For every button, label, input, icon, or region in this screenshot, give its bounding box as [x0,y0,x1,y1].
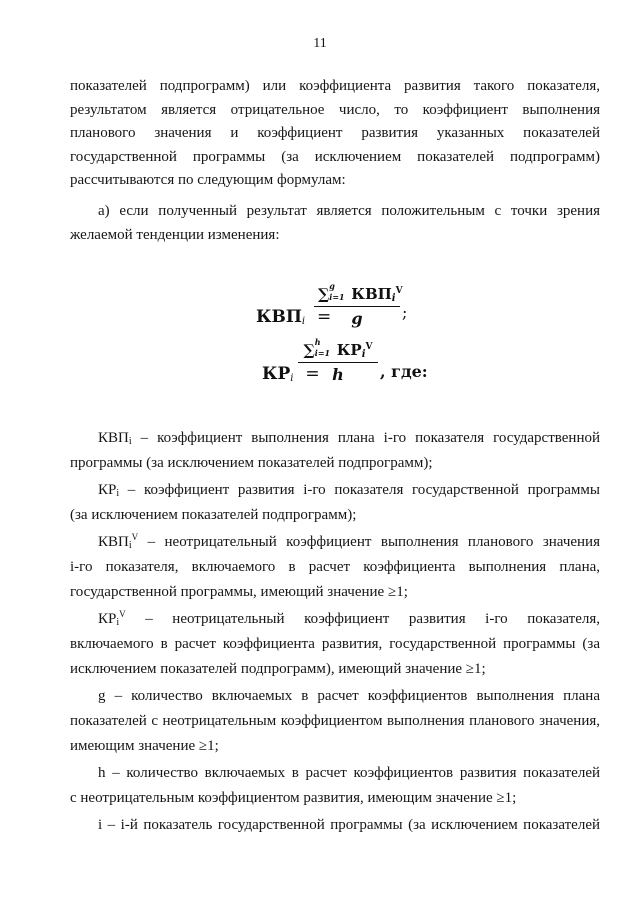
definition-term: i [98,817,103,833]
formula-kr-numerator: ∑ h i=1 $КР_i^V$ [303,337,373,360]
fraction-bar [314,306,400,307]
intro-line: планового значения и коэффициент развития указанных показателей [70,125,600,141]
definitions-list [70,426,600,840]
formula-kvp-numerator: ∑ g i=1 $КВП_i^V$ [318,281,403,304]
formula-kvp-fraction [314,281,403,328]
formula-kr-lhs: $КР_i$ = [262,364,320,384]
definition-text: (за исключением показателей подпрограмм); [70,507,357,523]
definition-term: g [98,688,106,704]
intro-line: результатом является отрицательное число, то коэффициент выполнения [70,101,600,118]
definition-text: – количество включаемых в расчет коэффициентов развития показателей [105,765,600,781]
definition-item: $КВП_i$ – коэффициент выполнения плана i-го показателя государственной программы (за исключением показателей подпрограмм); [70,426,600,476]
definition-item [70,761,600,811]
formula-kvp-lhs: $КВП_i$ = [256,307,332,327]
fraction-bar [298,362,378,363]
formula-kvp-denominator: g [351,309,363,328]
definition-text: с неотрицательным коэффициентом развития, имеющим значение ≥1; [70,790,517,806]
intro-line: государственной программы (за исключением показателей подпрограмм) [70,148,600,165]
condition-line: желаемой тенденции изменения: [70,226,280,243]
definition-term: КВП [98,430,129,446]
definition-item [70,813,600,838]
intro-paragraph [70,75,600,193]
definition-item: $КВП_i^V$ – неотрицательный коэффициент выполнения планового значения i-го показателя, включаемого в расчет коэффициента выполнения плана, государственной программы, имеющий значение ≥1; [70,530,600,605]
definition-item: $КР_i^V$ – неотрицательный коэффициент развития i-го показателя, включаемого в расчет коэффициента развития, государственной программы (за исключением показателей подпрограмм), имеющий значение ≥1; [70,607,600,682]
definition-item [70,684,600,759]
definition-item: $КР_i$ – коэффициент развития i-го показателя государственной программы (за исключением показателей подпрограмм); [70,478,600,528]
definition-text: включаемого в расчет коэффициента развития, государственной программы (за [70,636,600,652]
intro-line: показателей подпрограмм) или коэффициента развития такого показателя, [70,78,600,94]
formula-kr-tail: , где: [380,362,428,381]
page-number: 11 [313,36,327,51]
definition-text: i-го показателя, включаемого в расчет коэффициента выполнения плана, [70,559,600,575]
intro-line: рассчитываются по следующим формулам: [70,172,346,188]
definition-text: имеющим значение ≥1; [70,738,219,754]
definition-text: программы (за исключением показателей подпрограмм); [70,455,433,471]
definition-text: исключением показателей подпрограмм), имеющий значение ≥1; [70,661,486,677]
definition-term: КВП [98,534,129,550]
definition-text: – i-й показатель государственной программы (за исключением показателей [102,817,600,833]
definition-text: показателей с неотрицательным коэффициентом выполнения планового значения, [70,713,600,729]
definition-term: h [98,765,106,781]
condition-paragraph [70,200,600,247]
definition-text: – неотрицательный коэффициент выполнения планового значения [138,534,600,550]
formula-kr-fraction [298,337,378,384]
definition-term: КР [98,482,117,498]
condition-line: а) если полученный результат является положительным с точки зрения [98,203,600,219]
formula-kr-denominator: h [332,365,344,384]
definition-term: КР [98,611,117,627]
definition-text: – количество включаемых в расчет коэффициентов выполнения плана [105,688,600,704]
definition-text: государственной программы, имеющий значение ≥1; [70,584,408,600]
formula-kvp-tail: ; [402,303,408,322]
definition-text: – коэффициент выполнения плана i-го показателя государственной [131,430,600,446]
definition-text: – коэффициент развития i-го показателя государственной программы [119,482,600,498]
definition-text: – неотрицательный коэффициент развития i-го показателя, [125,611,600,627]
